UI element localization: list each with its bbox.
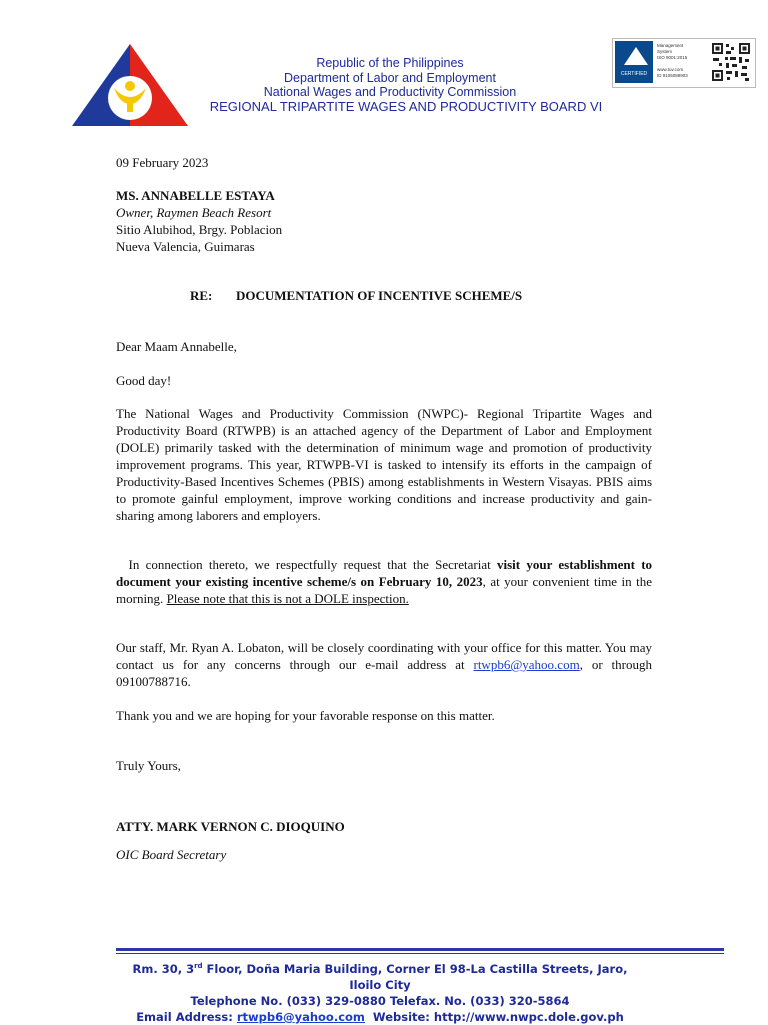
recipient-address-line-2: Nueva Valencia, Guimaras (116, 239, 255, 254)
letterhead-line-1: Republic of the Philippines (316, 56, 464, 70)
signatory-name: ATTY. MARK VERNON C. DIOQUINO (116, 819, 345, 834)
letter-date: 09 February 2023 (116, 155, 209, 170)
re-subject: DOCUMENTATION OF INCENTIVE SCHEME/S (236, 288, 523, 303)
footer-divider (116, 948, 724, 954)
qr-code-icon (711, 42, 751, 82)
paragraph-1: The National Wages and Productivity Commission (NWPC)- Regional Tripartite Wages and Productivity Board (RTWPB) is an attached agency of the Department of Labor and Employment (DOLE) primarily tasked with the determination of minimum wage and promotion of productivity improvement programs. This year, RTWPB-VI is tasked to intensify its efforts in the campaign of Productivity-Based Incentives Schemes (PBIS) among establishments in Western Visayas. PBIS aims to promote gainful employment, improve working conditions and increase productivity and gain-sharing among laborers and employers. (116, 406, 652, 523)
tuv-triangle-icon (624, 47, 648, 65)
visit-request-bold: visit your establishment to document your existing incentive scheme/s on February 10, 2023 (116, 557, 653, 589)
letterhead (180, 56, 603, 114)
footer-phone: Telephone No. (033) 329-0880 Telefax. No. (033) 320-5864 (190, 993, 570, 1008)
letterhead-line-3: National Wages and Productivity Commission (263, 85, 517, 99)
paragraph-3: Our staff, Mr. Ryan A. Lobaton, will be closely coordinating with your office for this matter. You may contact us for any concerns through our e-mail address at rtwpb6@yahoo.com, or through 09100788716. (116, 640, 652, 689)
footer-email-link[interactable]: rtwpb6@yahoo.com (236, 1009, 365, 1024)
signatory-title: OIC Board Secretary (116, 847, 227, 862)
certification-description: Management System ISO 9001:2015 www.tuv.com ID 9105088903 (657, 43, 688, 78)
letterhead-line-4: REGIONAL TRIPARTITE WAGES AND PRODUCTIVITY BOARD VI (209, 98, 603, 114)
certified-label: CERTIFIED (620, 71, 648, 77)
recipient-address-line-1: Sitio Alubihod, Brgy. Poblacion (116, 222, 283, 237)
footer-address: Rm. 30, 3rd Floor, Doña Maria Building, Corner El 98-La Castilla Streets, Jaro, Iloilo City (132, 961, 628, 992)
dole-logo (72, 42, 188, 128)
logo-figure-head (125, 81, 135, 91)
re-label: RE: (190, 288, 213, 303)
iso-certification-badge (612, 38, 756, 88)
recipient-block (116, 187, 652, 255)
subject-line (190, 287, 650, 304)
footer-contacts: Email Address: rtwpb6@yahoo.com Website: http://www.nwpc.dole.gov.ph (136, 1009, 624, 1024)
footer-website: Website: http://www.nwpc.dole.gov.ph (364, 1009, 624, 1024)
closing: Truly Yours, (116, 758, 181, 773)
salutation: Dear Maam Annabelle, (116, 339, 237, 354)
paragraph-2: In connection thereto, we respectfully request that the Secretariat visit your establishment to document your existing incentive scheme/s on February 10, 2023, at your convenient time in the morning. Please note that this is not a DOLE inspection. (116, 557, 653, 606)
letterhead-line-2: Department of Labor and Employment (284, 70, 496, 85)
logo-figure-body (127, 102, 133, 112)
email-link[interactable]: rtwpb6@yahoo.com (473, 657, 580, 672)
greeting: Good day! (116, 373, 172, 388)
not-inspection-note: Please note that this is not a DOLE inspection. (166, 591, 409, 606)
paragraph-4: Thank you and we are hoping for your favorable response on this matter. (116, 708, 495, 723)
footer (120, 958, 640, 1025)
recipient-title: Owner, Raymen Beach Resort (116, 205, 272, 220)
recipient-name: MS. ANNABELLE ESTAYA (116, 188, 275, 203)
